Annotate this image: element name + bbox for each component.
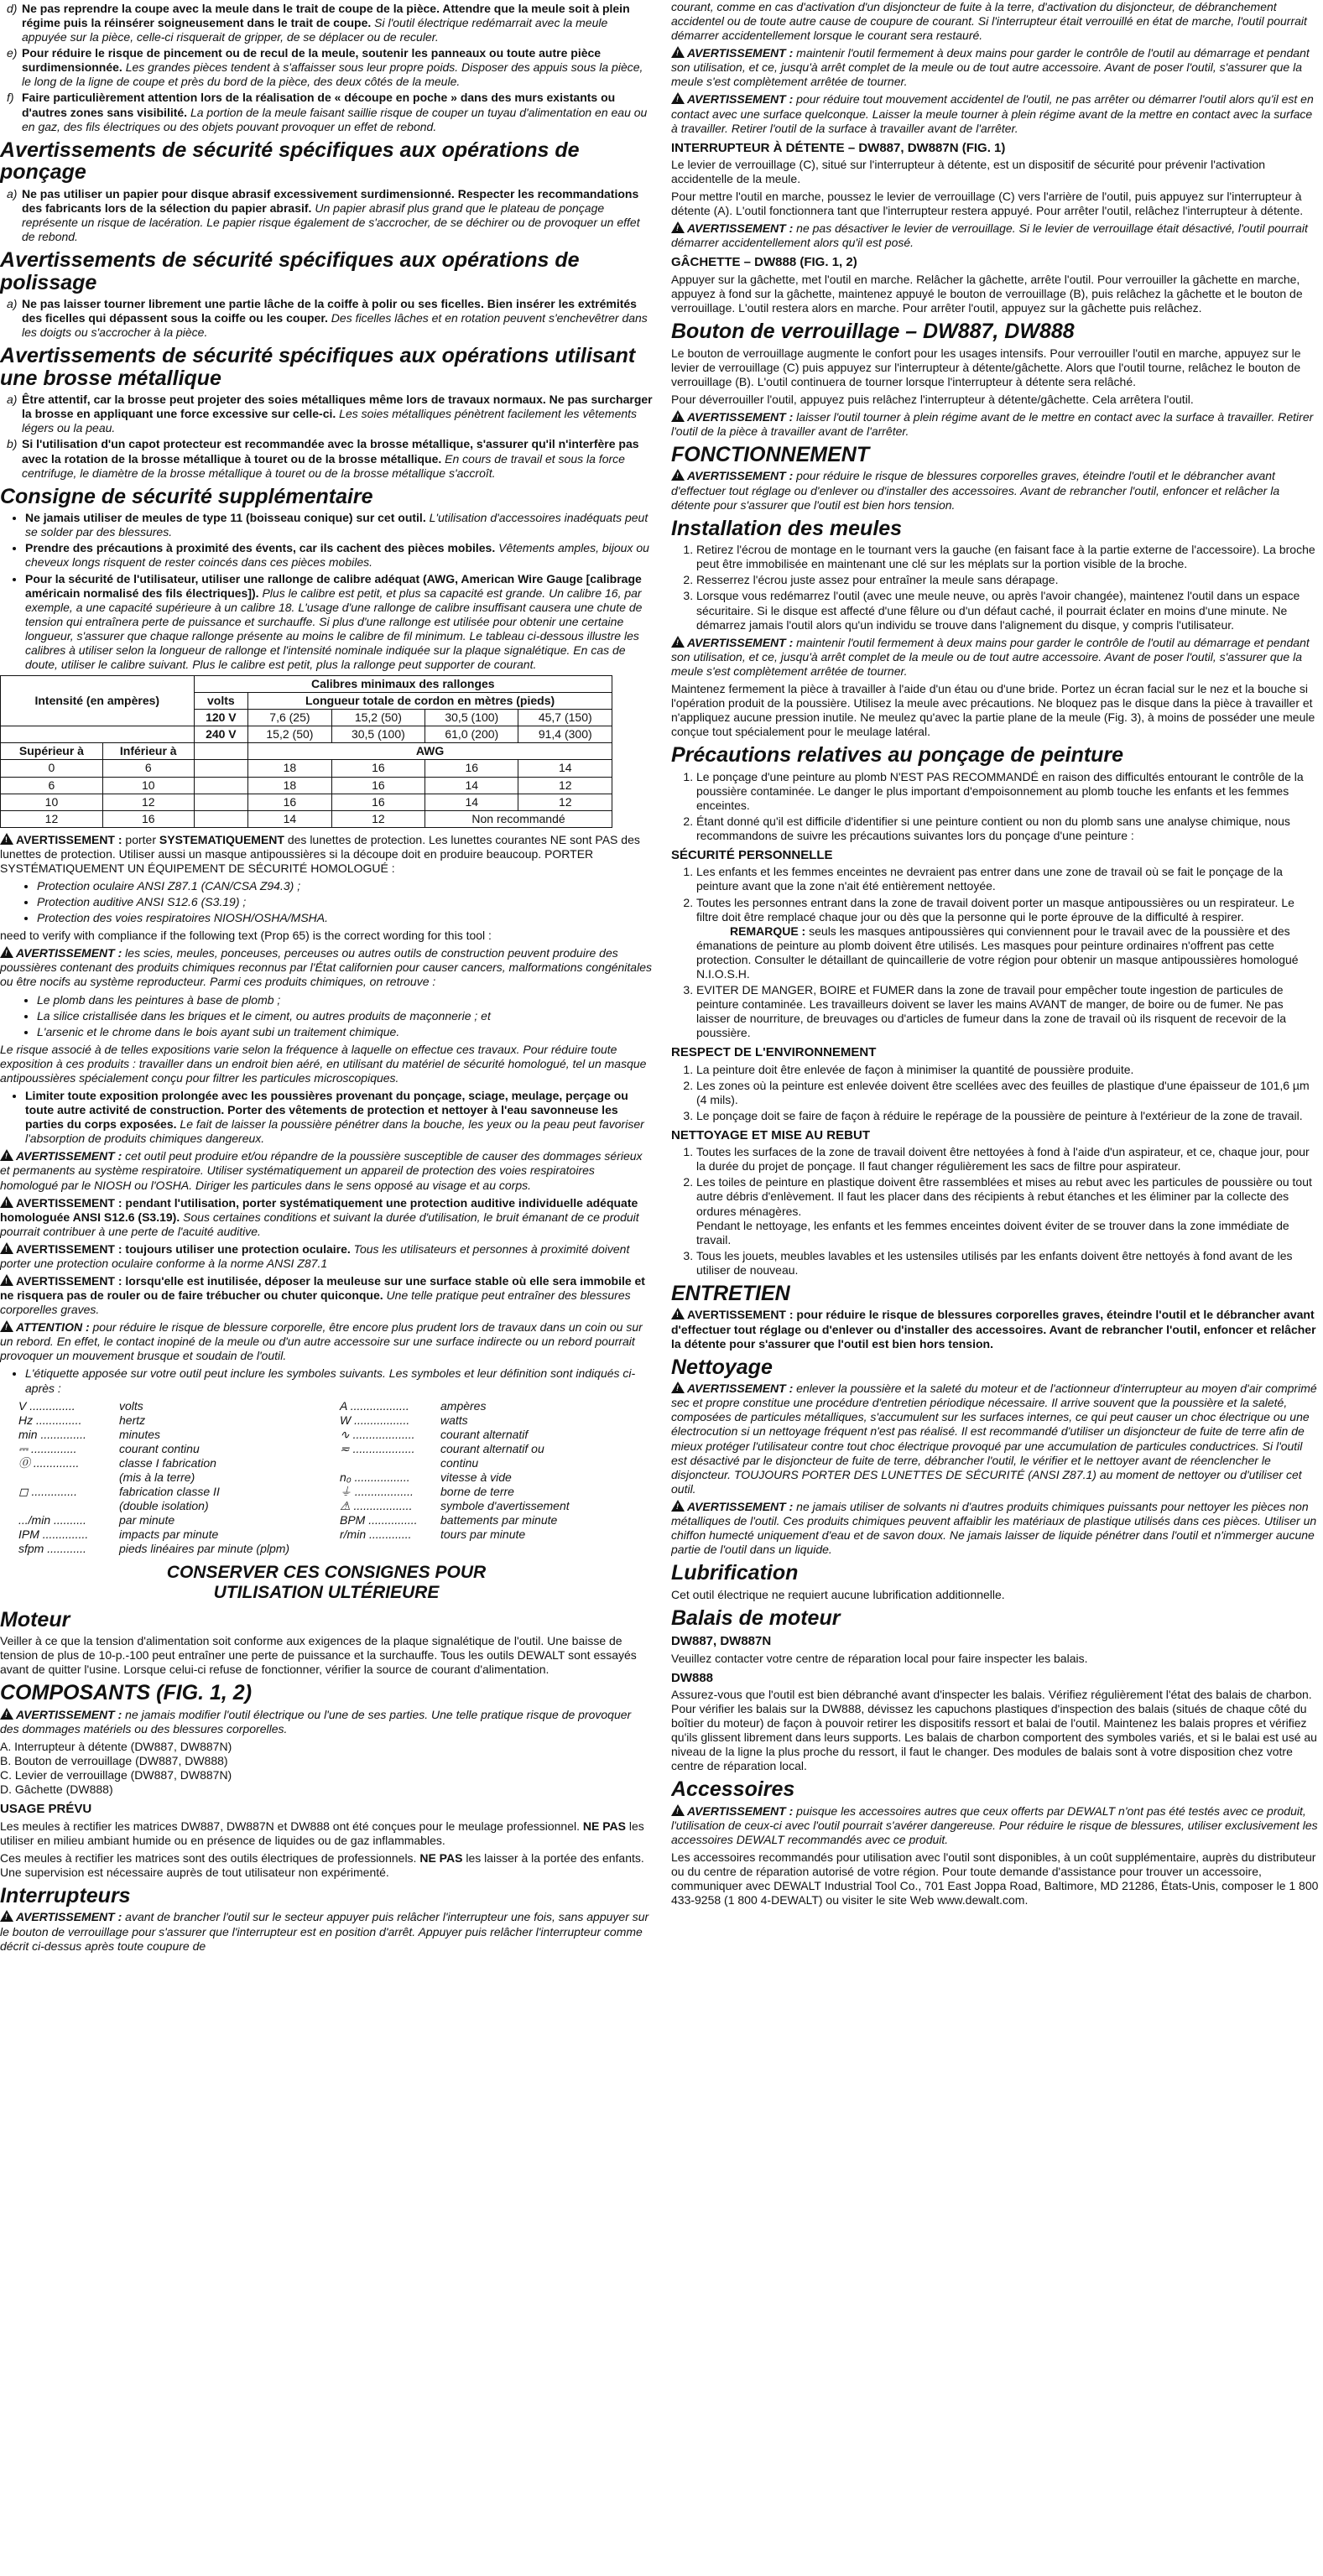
- warning-paragraph: !AVERTISSEMENT : puisque les accessoires autres que ceux offerts par DEWALT n'ont pas été testés avec ce produit, l'utilisation de ceux-ci avec l'outil pourrait s'avérer dangereuse. Pour réduire le risque de blessures, utiliser exclusivement les accessoires DEWALT recommandés avec ce produit.: [671, 1804, 1319, 1847]
- warning-paragraph: !AVERTISSEMENT : maintenir l'outil fermement à deux mains pour garder le contrôle de l'outil au démarrage et pendant son utilisation, et ce, jusqu'à arrêt complet de la meule ou de tout autre accessoire. Avant de poser l'outil, s'assurer que la meule s'est complètement arrêtée de tourner.: [671, 46, 1319, 89]
- detente-paragraph: Pour mettre l'outil en marche, poussez le levier de verrouillage (C) vers l'arrière de l'outil, puis appuyez sur l'interrupteur à détente (A). L'outil fonctionnera tant que l'interrupteur restera appuyé. Pour arrêter l'outil, relâchez l'interrupteur à détente.: [671, 190, 1304, 218]
- warning-paragraph: !AVERTISSEMENT : ne jamais utiliser de solvants ni d'autres produits chimiques puissants pour nettoyer les pièces non métalliques de l'outil. Ces produits chimiques peuvent affaiblir les matériaux de plastique utilisés dans ces pièces. Utiliser un chiffon humecté uniquement d'eau et de savon doux. Ne jamais laisser de liquide pénétrer dans l'outil et n'immerger aucune partie de l'outil dans un liquide.: [671, 1500, 1319, 1557]
- list-item: • Pour la sécurité de l'utilisateur, utiliser une rallonge de calibre adéquat (AWG, American Wire Gauge [calibrage américain normalisé des fils électriques]). Plus le calibre est petit, et plus sa capacité est grande. Un calibre 16, par exemple, a une capacité supérieure à un calibre 18. L'usage d'une rallonge de calibre insuffisant causera une chute de tension qui entraînera perte de puissance et surchauffe. Si plus d'une rallonge est utilisée pour obtenir une certaine longueur, s'assurer que chaque rallonge présente au moins le calibre de fil minimum. Le tableau ci-dessous illustre les calibres à utiliser selon la longueur de rallonge et l'intensité nominale indiquée sur la plaque signalétique. En cas de doute, utiliser le calibre suivant. Plus le calibre est petit, plus la rallonge peut supporter de courant.: [25, 572, 653, 673]
- warning-icon: [0, 946, 13, 958]
- symbol-row: sfpm ............ pieds linéaires par minute (plpm): [18, 1542, 290, 1556]
- table-cell: 12: [331, 810, 425, 827]
- warning-paragraph: !AVERTISSEMENT : lorsqu'elle est inutilisée, déposer la meuleuse sur une surface stable où elle sera immobile et ne risquera pas de rouler ou de faire trébucher ou chuter quiconque. Une telle pratique peut entraîner des blessures corporelles graves.: [0, 1274, 653, 1317]
- table-cell: 18: [248, 777, 332, 794]
- usage-title: USAGE PRÉVU: [0, 1802, 92, 1817]
- warning-icon: [671, 636, 685, 648]
- list-item: a) Ne pas utiliser un papier pour disque abrasif excessivement surdimensionné. Respecter les recommandations des fabricants lors de la sélection du papier abrasif. Un papier abrasif plus grand que le plateau de ponçage représente un risque de lacération. Le papier risque également de s'accrocher, de se déchirer ou de provoquer un effet de rebond.: [7, 186, 640, 243]
- extension-cord-table: [0, 675, 612, 828]
- precautions-list: [671, 770, 1319, 843]
- respect-list: [671, 1063, 1319, 1123]
- warning-paragraph: !AVERTISSEMENT : enlever la poussière et la saleté du moteur et de l'actionneur d'interrupteur au moyen d'air comprimé sec et propre constitue une procédure d'entretien périodique nécessaire. Il arrive souvent que la poussière et la saleté, composées de particules métalliques, s'accumulent sur les surfaces internes, ce qui peut causer un choc électrique ou une électrocution si un nettoyage fréquent n'est pas réalisé. Il est recommandé d'utiliser un disjoncteur de fuite de terre afin de mieux protéger l'utilisateur contre tout choc électrique provoqué par une accumulation de particules conductrices. Si l'outil est désactivé par le disjoncteur de fuite de terre, débrancher l'outil, le vérifier et le nettoyer avant de réenclencher le disjoncteur. TOUJOURS PORTER DES LUNETTES DE SÉCURITÉ (ANSI Z87.1) au moment de nettoyer ou d'utiliser cet outil.: [671, 1382, 1319, 1496]
- warning-paragraph: !AVERTISSEMENT : pour réduire tout mouvement accidentel de l'outil, ne pas arrêter ou démarrer l'outil alors qu'il est en contact avec une surface quelconque. Laisser la meule tourner à plein régime avant de la mettre en contact avec la surface à travailler. Retirer l'outil de la surface à travailler avant de l'arrêter.: [671, 92, 1319, 135]
- table-title: Calibres minimaux des rallonges: [194, 676, 612, 693]
- table-cell: 12: [1, 810, 103, 827]
- warning-icon: [0, 1242, 13, 1254]
- warning-icon: [0, 833, 13, 845]
- table-cell: [194, 760, 248, 777]
- table-cell: 10: [1, 794, 103, 810]
- warning-icon: [671, 92, 685, 104]
- table-cell: 14: [425, 794, 518, 810]
- table-cell: volts: [194, 693, 248, 710]
- section-title-moteur: Moteur: [0, 1607, 70, 1631]
- detente-title: INTERRUPTEUR À DÉTENTE – DW887, DW887N (FIG. 1): [671, 140, 1006, 155]
- table-cell: 16: [331, 794, 425, 810]
- list-item: d) Ne pas reprendre la coupe avec la meule dans le trait de coupe de la pièce. Attendre que la meule soit à plein régime puis la réinsérer soigneusement dans le trait de coupe. Si l'outil électrique redémarrait avec la meule appuyée sur la pièce, celle-ci risquerait de gripper, de se déplacer ou de reculer.: [7, 2, 630, 44]
- warning-paragraph: !AVERTISSEMENT : maintenir l'outil fermement à deux mains pour garder le contrôle de l'outil au démarrage et pendant son utilisation, et ce, jusqu'à arrêt complet de la meule ou de tout autre accessoire. Avant de poser l'outil, s'assurer que la meule s'est complètement arrêtée de tourner.: [671, 636, 1319, 679]
- section-title-brosse: Avertissements de sécurité spécifiques aux opérations utilisant une brosse métallique: [0, 344, 636, 390]
- list-item: • Protection oculaire ANSI Z87.1 (CAN/CSA Z94.3) ;: [37, 879, 653, 893]
- balais-paragraph: Veuillez contacter votre centre de réparation local pour faire inspecter les balais.: [671, 1651, 1088, 1665]
- table-cell: Inférieur à: [102, 743, 194, 760]
- bouton-paragraph: Pour déverrouiller l'outil, appuyez puis relâchez l'interrupteur à détente/gâchette. Cela arrêtera l'outil.: [671, 392, 1194, 406]
- table-cell: 15,2 (50): [248, 726, 332, 743]
- symbol-row: .../min .......... par minute: [18, 1513, 175, 1527]
- section-title-balais: Balais de moteur: [671, 1605, 841, 1630]
- table-cell: 16: [425, 760, 518, 777]
- section-title-entretien: ENTRETIEN: [671, 1281, 790, 1305]
- warning-icon: [0, 1149, 13, 1161]
- list-item: 2. Étant donné qu'il est difficile d'identifier si une peinture contient ou non du plomb sans une analyse chimique, nous recommandons de suivre les précautions suivantes lors du ponçage d'une peinture :: [696, 814, 1319, 843]
- brosse-list: [0, 393, 653, 480]
- balais-sub: DW887, DW887N: [671, 1634, 772, 1649]
- table-cell: 30,5 (100): [331, 726, 425, 743]
- table-cell: [1, 726, 195, 743]
- accessoires-paragraph: Les accessoires recommandés pour utilisation avec l'outil sont disponibles, à un coût supplémentaire, auprès du distributeur ou du centre de réparation autorisé de votre région. Pour toute demande d'assistance pour trouver un accessoire, communiquer avec DEWALT Industrial Tool Co., 701 East Joppa Road, Baltimore, MD 21286, États-Unis, composer le 1 800 433-9258 (1 800 4-DEWALT) ou visiter le site Web www.dewalt.com.: [671, 1850, 1319, 1907]
- table-cell: [194, 810, 248, 827]
- table-cell: 240 V: [194, 726, 248, 743]
- symbol-row: r/min ............. tours par minute: [340, 1527, 526, 1542]
- list-item: 3. EVITER DE MANGER, BOIRE et FUMER dans la zone de travail pour empêcher toute ingestion de particules de peinture contaminée. Les travailleurs doivent se laver les mains AVANT de manger, de boire ou de fumer. Ne pas laisser de nourriture, de breuvages ou d'articles de fumeur dans la zone de travail où ils risquent de recevoir de la poussière.: [696, 983, 1319, 1040]
- balais-sub: DW888: [671, 1670, 714, 1685]
- list-item: • La silice cristallisée dans les briques et le ciment, ou autres produits de maçonnerie ; et: [37, 1009, 653, 1023]
- table-cell: 61,0 (200): [425, 726, 518, 743]
- table-cell: 12: [518, 794, 612, 810]
- warning-icon: [0, 1274, 13, 1286]
- poncage-list: [0, 187, 653, 244]
- table-cell: 16: [248, 794, 332, 810]
- warning-paragraph: !AVERTISSEMENT : avant de brancher l'outil sur le secteur appuyer puis relâcher l'interrupteur une fois, sans appuyer sur le bouton de verrouillage pour s'assurer que l'interrupteur est en position d'arrêt. Appuyer puis relâcher l'interrupteur comme décrit ci-dessus après toute coupure de: [0, 1910, 653, 1953]
- section-title-nettoyage: Nettoyage: [671, 1355, 773, 1379]
- lubrification-paragraph: Cet outil électrique ne requiert aucune lubrification additionnelle.: [671, 1587, 1005, 1601]
- warning-paragraph: !AVERTISSEMENT : les scies, meules, ponceuses, perceuses ou autres outils de construction peuvent produire des poussières contenant des produits chimiques reconnus par l'État californien pour causer cancers, malformations congénitales ou être nocifs au système reproducteur. Parmi ces produits chimiques, on retrouve :: [0, 946, 653, 989]
- section-title-installation: Installation des meules: [671, 516, 903, 540]
- section-title-lubrification: Lubrification: [671, 1561, 799, 1585]
- symbol-row: ⏚ .................. borne de terre: [340, 1485, 514, 1499]
- section-title-polissage: Avertissements de sécurité spécifiques aux opérations de polissage: [0, 248, 580, 294]
- list-item: D. Gâchette (DW888): [0, 1782, 113, 1797]
- symbol-row: n₀ ................. vitesse à vide: [340, 1470, 512, 1484]
- list-item: • L'étiquette apposée sur votre outil peut inclure les symboles suivants. Les symboles et leur définition sont indiqués ci-après :: [25, 1366, 653, 1395]
- nettoyage-mise-title: NETTOYAGE ET MISE AU REBUT: [671, 1127, 870, 1142]
- table-cell: 7,6 (25): [248, 710, 332, 726]
- list-item: f) Faire particulièrement attention lors de la réalisation de « découpe en poche » dans des murs existants ou d'autres zones sans visibilité. La portion de la meule faisant saillie risque de couper un tuyau d'alimentation en eau ou en gaz, des fils électriques ou des objets pouvant provoquer un effet de rebond.: [7, 91, 648, 133]
- table-cell: 10: [102, 777, 194, 794]
- symbols-table: [18, 1399, 653, 1557]
- symbol-row: (mis à la terre): [119, 1470, 195, 1484]
- warning-icon: [671, 221, 685, 233]
- warning-paragraph: !AVERTISSEMENT : porter SYSTEMATIQUEMENT des lunettes de protection. Les lunettes courantes NE sont PAS des lunettes de protection. Utiliser aussi un masque antipoussières si la découpe doit en produire beaucoup. PORTER SYSTÉMATIQUEMENT UN ÉQUIPEMENT DE SÉCURITÉ HOMOLOGUÉ :: [0, 833, 653, 876]
- table-cell: 91,4 (300): [518, 726, 612, 743]
- symbol-row: ≂ ................... courant alternatif ou: [340, 1441, 544, 1455]
- list-item: • Limiter toute exposition prolongée avec les poussières provenant du ponçage, sciage, meulage, perçage ou toute autre activité de construction. Porter des vêtements de protection et nettoyer à l'eau savonneuse les parties du corps exposées. Le fait de laisser la poussière pénétrer dans la bouche, les yeux ou la peau peut favoriser l'absorption de produits chimiques dangereux.: [25, 1089, 653, 1146]
- list-item: a) Ne pas laisser tourner librement une partie lâche de la coiffe à polir ou ses ficelles. Bien insérer les extrémités des ficelles qui dépassent sous la coiffe ou les couper. Des ficelles lâches et en rotation peuvent s'enchevêtrer dans les doigts ou s'accrocher à la pièce.: [7, 297, 648, 340]
- section-title-poncage: Avertissements de sécurité spécifiques aux opérations de ponçage: [0, 138, 580, 185]
- symbol-row: V .............. volts: [18, 1398, 143, 1413]
- table-cell: Non recommandé: [425, 810, 612, 827]
- warning-icon: [671, 46, 685, 58]
- table-cell: [194, 777, 248, 794]
- right-column: [671, 0, 1319, 2576]
- symbols-left: [18, 1399, 331, 1557]
- table-row: [1, 777, 612, 794]
- table-row: [1, 810, 612, 827]
- moteur-paragraph: Veiller à ce que la tension d'alimentation soit conforme aux exigences de la plaque signalétique de l'outil. Une baisse de tension de plus de 10-p.-100 peut entraîner une perte de puissance et la surchauffe. Tous les outils DEWALT sont essayés avant de quitter l'usine. Lorsque celui-ci refuse de fonctionner, vérifier la source de courant d'alimentation.: [0, 1634, 637, 1677]
- warning-paragraph: !AVERTISSEMENT : toujours utiliser une protection oculaire. Tous les utilisateurs et personnes à proximité doivent porter une protection oculaire conforme à la norme ANSI Z87.1: [0, 1242, 653, 1271]
- left-column: [0, 0, 653, 2576]
- section-title-interrupteurs: Interrupteurs: [0, 1883, 131, 1907]
- section-title-bouton: Bouton de verrouillage – DW887, DW888: [671, 320, 1075, 343]
- list-item: 2. Toutes les personnes entrant dans la zone de travail doivent porter un masque antipoussières ou un respirateur. Le filtre doit être remplacé chaque jour ou dès que la personne qui le porte éprouve de la difficulté à respirer. REMARQUE : seuls les masques antipoussières qui conviennent pour le travail avec de la poussière et des émanations de peinture au plomb doivent être utilisés. Les masques pour peinture ordinaires n'offrent pas cette protection. Consulter le détaillant de quincaillerie de votre région pour obtenir un masque antipoussières homologué N.I.O.S.H.: [696, 896, 1319, 981]
- symbol-row: ◻ .............. fabrication classe II: [18, 1485, 220, 1499]
- warning-icon: [0, 1320, 13, 1332]
- list-item: 3. Le ponçage doit se faire de façon à réduire le repérage de la poussière de peinture à l'extérieur de la zone de travail.: [696, 1109, 1319, 1123]
- gachette-paragraph: Appuyer sur la gâchette, met l'outil en marche. Relâcher la gâchette, arrête l'outil. Pour verrouiller la gâchette en marche, appuyez à fond sur la gâchette, maintenez appuyé le bouton de verrouillage (B), puis relâchez la gâchette et le bouton de verrouillage. L'outil restera alors en marche. Pour arrêter l'outil, appuyez sur la gâchette puis relâchez.: [671, 272, 1303, 315]
- symbol-row: A .................. ampères: [340, 1398, 487, 1413]
- detente-paragraph: Le levier de verrouillage (C), situé sur l'interrupteur à détente, est un dispositif de sécurité pour prévenir l'activation accidentelle de la meule.: [671, 158, 1266, 186]
- table-cell: 16: [331, 777, 425, 794]
- chemicals-list: [0, 993, 653, 1039]
- symbol-row: BPM ............... battements par minute: [340, 1513, 558, 1527]
- usage-paragraph: Les meules à rectifier les matrices DW887, DW887N et DW888 ont été conçues pour le meulage professionnel. NE PAS les utiliser en milieu ambiant humide ou en présence de liquides ou de gaz inflammables.: [0, 1819, 644, 1847]
- risk-paragraph: Le risque associé à de telles expositions varie selon la fréquence à laquelle on effectue ces travaux. Pour réduire toute exposition à ces produits : travailler dans un endroit bien aéré, en utilisant du matériel de sécurité homologué, tel un masque antipoussières spécialement conçu pour filtrer les particules microscopiques.: [0, 1042, 647, 1085]
- table-cell: AWG: [248, 743, 612, 760]
- attention-paragraph: !ATTENTION : pour réduire le risque de blessure corporelle, être encore plus prudent lors de travaux dans un coin ou sur un rebord. En effet, le contact inopiné de la meule ou d'un autre accessoire sur une surface indirecte ou un rebord pourrait provoquer un mouvement brusque et soudain de l'outil.: [0, 1320, 653, 1363]
- list-item: C. Levier de verrouillage (DW887, DW887N): [0, 1768, 232, 1782]
- list-item: 3. Lorsque vous redémarrez l'outil (avec une meule neuve, ou après l'avoir changée), maintenez l'outil dans un espace sécuritaire. Si le disque est affecté d'une fêlure ou d'un défaut caché, il pourrait éclater en moins d'une minute. Ne démarrez jamais l'outil alors qu'un individu se trouve dans l'alignement du disque, y compris l'utilisateur.: [696, 589, 1319, 632]
- warning-paragraph: !AVERTISSEMENT : laisser l'outil tourner à plein régime avant de le mettre en contact avec la surface à travailler. Retirer l'outil de la pièce à travailler avant de l'arrêter.: [671, 410, 1319, 439]
- list-item: e) Pour réduire le risque de pincement ou de recul de la meule, soutenir les panneaux ou toute autre pièce surdimensionnée. Les grandes pièces tendent à s'affaisser sous leur propre poids. Disposer des appuis sous la pièce, le long de la ligne de coupe et près du bord de la pièce, des deux côtés de la meule.: [7, 46, 643, 89]
- list-item: 2. Les zones où la peinture est enlevée doivent être scellées avec des feuilles de plastique d'une épaisseur de 101,6 µm (4 mils).: [696, 1079, 1319, 1107]
- warning-paragraph: !AVERTISSEMENT : pour réduire le risque de blessures corporelles graves, éteindre l'outil et le débrancher avant d'effectuer tout réglage ou d'enlever ou d'installer des accessoires. Avant de rebrancher l'outil, enfoncer et relâcher la détente pour s'assurer que l'outil est bien hors tension.: [671, 1308, 1319, 1350]
- nettoyage-list: [671, 1145, 1319, 1278]
- list-item: A. Interrupteur à détente (DW887, DW887N): [0, 1740, 232, 1754]
- list-item: • L'arsenic et le chrome dans le bois ayant subi un traitement chimique.: [37, 1025, 653, 1039]
- symbol-row: min .............. minutes: [18, 1427, 161, 1441]
- symbol-row: ∿ ................... courant alternatif: [340, 1427, 529, 1441]
- polissage-list: [0, 297, 653, 340]
- symbol-row: continu: [440, 1455, 479, 1470]
- table-cell: 6: [102, 760, 194, 777]
- table-cell: 14: [248, 810, 332, 827]
- install-paragraph: Maintenez fermement la pièce à travailler à l'aide d'un étau ou d'une bride. Portez un écran facial sur le nez et la bouche si l'opération produit de la poussière. Utilisez la meule avec précautions. Ne bloquez pas le disque dans la pièce à travailler et n'appliquez aucune pression inutile. Ne meulez qu'avec la partie plane de la meule (Fig. 3), à moins de posséder une meule conçue tout spécialement pour le meulage latéral.: [671, 681, 1315, 739]
- section-title-fonctionnement: FONCTIONNEMENT: [671, 442, 870, 466]
- table-cell: [194, 743, 248, 760]
- usage-paragraph: Ces meules à rectifier les matrices sont des outils électriques de professionnels. NE PAS les laisser à la portée des enfants. Une supervision est nécessaire auprès de tout utilisateur non expérimenté.: [0, 1850, 644, 1879]
- table-cell: Longueur totale de cordon en mètres (pieds): [248, 693, 612, 710]
- list-item: • Prendre des précautions à proximité des évents, car ils cachent des pièces mobiles. Vêtements amples, bijoux ou cheveux longs risquent de rester coincés dans ces pièces mobiles.: [25, 541, 653, 570]
- section-title-consigne: Consigne de sécurité supplémentaire: [0, 484, 373, 508]
- table-cell: 16: [331, 760, 425, 777]
- table-cell: 14: [518, 760, 612, 777]
- warning-paragraph: !AVERTISSEMENT : ne pas désactiver le levier de verrouillage. Si le levier de verrouillage était désactivé, l'outil pourrait démarrer accidentellement alors qu'il est posé.: [671, 221, 1319, 250]
- table-cell: 16: [102, 810, 194, 827]
- continued-paragraph: courant, comme en cas d'activation d'un disjoncteur de fuite à la terre, d'activation du disjoncteur, de débranchement accidentel ou de toute autre cause de coupure de courant. Si l'interrupteur était verrouillé en état de marche, l'outil pourrait démarrer accidentellement lorsque le courant sera restauré.: [671, 0, 1307, 43]
- list-item: b) Si l'utilisation d'un capot protecteur est recommandée avec la brosse métallique, s'assurer qu'il n'interfère pas avec la rotation de la brosse métallique à touret ou de la brosse métallique. En cours de travail et sous la force centrifuge, le diamètre de la brosse métallique à touret ou de la brosse métallique s'accroît.: [7, 437, 639, 480]
- section-title-precautions: Précautions relatives au ponçage de peinture: [671, 743, 1124, 768]
- list-item: 3. Tous les jouets, meubles lavables et les ustensiles utilisés par les enfants doivent être nettoyés à fond avant de les utiliser de nouveau.: [696, 1249, 1319, 1278]
- cutoff-list: [0, 2, 653, 134]
- table-cell: Intensité (en ampères): [1, 676, 195, 726]
- list-item: 1. Le ponçage d'une peinture au plomb N'EST PAS RECOMMANDÉ en raison des difficultés entourant le contrôle de la poussière contaminée. Le danger le plus important d'empoisonnement au plomb touche les enfants et les femmes enceintes.: [696, 770, 1319, 813]
- securite-title: SÉCURITÉ PERSONNELLE: [671, 848, 833, 863]
- consigne-list: [0, 511, 653, 672]
- warning-icon: [671, 1500, 685, 1512]
- table-cell: 0: [1, 760, 103, 777]
- symbol-row: ⎓ .............. courant continu: [18, 1441, 200, 1455]
- table-cell: 14: [425, 777, 518, 794]
- warning-icon: [671, 1308, 685, 1319]
- warning-paragraph: !AVERTISSEMENT : cet outil peut produire et/ou répandre de la poussière susceptible de causer des dommages sérieux et permanents au système respiratoire. Utiliser systématiquement un appareil de protection des voies respiratoires homologué par le NIOSH ou l'OSHA. Diriger les particules dans le sens opposé au visage et au corps.: [0, 1149, 653, 1192]
- list-item: a) Être attentif, car la brosse peut projeter des soies métalliques même lors de travaux normaux. Ne pas surcharger la brosse en appliquant une force excessive sur celle-ci. Les soies métalliques pénètrent facilement les vêtements légers ou la peau.: [7, 393, 653, 435]
- list-item: • Le plomb dans les peintures à base de plomb ;: [37, 993, 653, 1007]
- list-item: 1. Toutes les surfaces de la zone de travail doivent être nettoyées à fond à l'aide d'un aspirateur, et ce, chaque jour, pour la durée du projet de ponçage. Il faut changer régulièrement les sacs de filtre pour aspirateur.: [696, 1145, 1319, 1174]
- symbol-row: ⚠ .................. symbole d'avertissement: [340, 1499, 570, 1513]
- table-cell: 6: [1, 777, 103, 794]
- table-cell: 120 V: [194, 710, 248, 726]
- limit-list: [0, 1089, 653, 1146]
- warning-icon: [0, 1910, 13, 1922]
- composants-list: [0, 1740, 653, 1797]
- list-item: • Protection des voies respiratoires NIOSH/OSHA/MSHA.: [37, 911, 653, 925]
- symbol-row: Hz .............. hertz: [18, 1413, 146, 1427]
- list-item: • Ne jamais utiliser de meules de type 11 (boisseau conique) sur cet outil. L'utilisation d'accessoires inadéquats peut se solder par des blessures.: [25, 511, 653, 539]
- list-item: • Protection auditive ANSI S12.6 (S3.19) ;: [37, 895, 653, 909]
- table-cell: 12: [518, 777, 612, 794]
- table-cell: 15,2 (50): [331, 710, 425, 726]
- table-cell: 18: [248, 760, 332, 777]
- warning-paragraph: !AVERTISSEMENT : ne jamais modifier l'outil électrique ou l'une de ses parties. Une telle pratique risque de provoquer des dommages matériels ou des blessures corporelles.: [0, 1708, 653, 1736]
- list-item: 1. La peinture doit être enlevée de façon à minimiser la quantité de poussière produite.: [696, 1063, 1319, 1077]
- section-title-accessoires: Accessoires: [671, 1777, 795, 1802]
- warning-paragraph: !AVERTISSEMENT : pendant l'utilisation, porter systématiquement une protection auditive individuelle adéquate homologuée ANSI S12.6 (S3.19). Sous certaines conditions et suivant la durée d'utilisation, le bruit émanant de ce produit pourrait contribuer à une perte de l'acuité auditive.: [0, 1196, 653, 1239]
- balais-paragraph: Assurez-vous que l'outil est bien débranché avant d'inspecter les balais. Vérifiez régulièrement l'état des balais de charbon. Pour vérifier les balais sur la DW888, dévissez les capuchons plastiques d'inspection des balais (situés de chaque côté du boîtier du moteur) de façon à pouvoir retirer les dispositifs ressort et balai de l'outil. Maintenez les balais propres et vérifiez qu'ils glissent librement dans leurs supports. Les balais de charbon comportent des symboles variés, et si le balai est usé au niveau de la ligne la plus proche du ressort, il faut le changer. Des modules de balais sont à votre disposition chez votre centre de réparation local.: [671, 1687, 1317, 1773]
- compliance-note: need to verify with compliance if the following text (Prop 65) is the correct wording for this tool :: [0, 929, 492, 943]
- symbol-row: IPM .............. impacts par minute: [18, 1527, 219, 1542]
- respect-title: RESPECT DE L'ENVIRONNEMENT: [671, 1045, 877, 1060]
- warning-icon: [671, 1804, 685, 1816]
- protection-list: [0, 879, 653, 925]
- warning-icon: [671, 469, 685, 481]
- warning-paragraph: !AVERTISSEMENT : pour réduire le risque de blessures corporelles graves, éteindre l'outil et le débrancher avant d'effectuer tout réglage ou d'enlever ou d'installer des accessoires. Avant de rebrancher l'outil, enfoncer et relâcher la détente pour s'assurer que l'outil est bien hors tension.: [671, 469, 1319, 512]
- symbol-row: ⓪ .............. classe I fabrication: [18, 1455, 216, 1470]
- securite-list: [671, 865, 1319, 1040]
- warning-icon: [0, 1708, 13, 1720]
- conserver-heading: CONSERVER CES CONSIGNES POUR UTILISATION ULTÉRIEURE: [166, 1563, 487, 1602]
- list-item: B. Bouton de verrouillage (DW887, DW888): [0, 1754, 228, 1768]
- section-title-composants: COMPOSANTS (FIG. 1, 2): [0, 1681, 253, 1705]
- list-item: 2. Resserrez l'écrou juste assez pour entraîner la meule sans dérapage.: [696, 573, 1319, 587]
- table-cell: [194, 794, 248, 810]
- list-item: 2. Les toiles de peinture en plastique doivent être rassemblées et mises au rebut avec les particules de poussière ou tout autre débris d'enlèvement. Il faut les placer dans des récipients à rebut étanches et les éliminer par la collecte des ordures ménagères. Pendant le nettoyage, les enfants et les femmes enceintes doivent éviter de se trouver dans la zone immédiate de travail.: [696, 1175, 1319, 1246]
- warning-icon: [671, 1382, 685, 1393]
- symbol-row: W ................. watts: [340, 1413, 468, 1427]
- symbol-row: (double isolation): [119, 1499, 209, 1513]
- table-cell: 30,5 (100): [425, 710, 518, 726]
- symbols-right: [340, 1399, 653, 1557]
- symbols-intro-list: [0, 1366, 653, 1395]
- table-cell: 12: [102, 794, 194, 810]
- table-row: [1, 760, 612, 777]
- table-row: [1, 794, 612, 810]
- list-item: 1. Retirez l'écrou de montage en le tournant vers la gauche (en faisant face à la partie externe de l'accessoire). La broche peut être immobilisée en maintenant une clé sur les méplats sur la portion visible de la broche.: [696, 543, 1319, 571]
- gachette-title: GÂCHETTE – DW888 (FIG. 1, 2): [671, 255, 857, 270]
- table-cell: Supérieur à: [1, 743, 103, 760]
- list-item: 1. Les enfants et les femmes enceintes ne devraient pas entrer dans une zone de travail où se fait le ponçage de la peinture avant que la zone n'ait été entièrement nettoyée.: [696, 865, 1319, 893]
- warning-icon: [671, 410, 685, 422]
- bouton-paragraph: Le bouton de verrouillage augmente le confort pour les usages intensifs. Pour verrouiller l'outil en marche, appuyez sur le levier de verrouillage (C) puis appuyez sur l'interrupteur à détente/gâchette. Alors que l'outil tourne, relâchez le bouton de verrouillage (B). L'outil continuera de tourner lorsque l'interrupteur à détente sera relâché.: [671, 346, 1301, 388]
- table-cell: 45,7 (150): [518, 710, 612, 726]
- warning-icon: [0, 1196, 13, 1208]
- install-list: [671, 543, 1319, 632]
